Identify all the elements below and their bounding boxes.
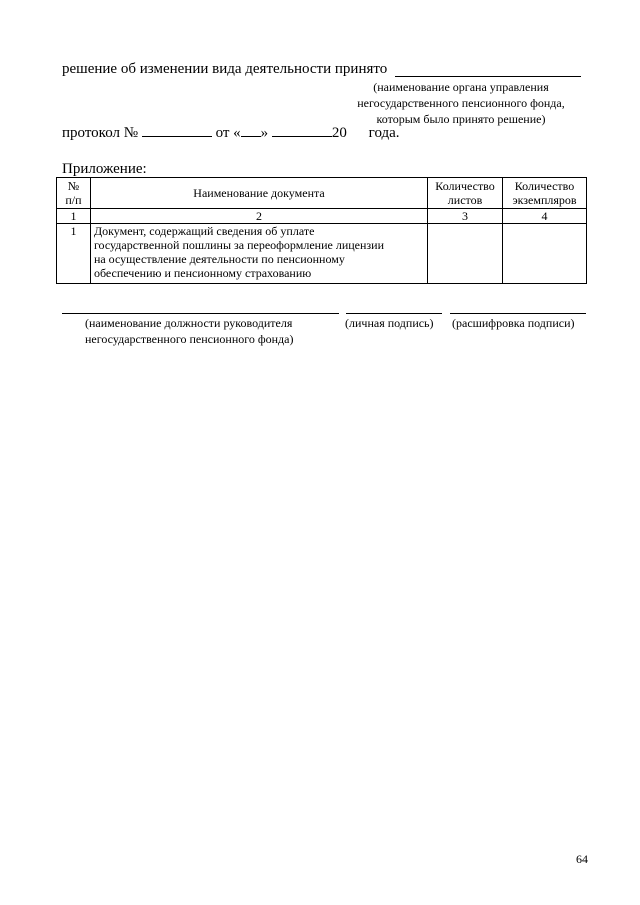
position-caption: (наименование должности руководителя негосударственного пенсионного фонда) bbox=[85, 316, 294, 346]
page-number: 64 bbox=[576, 852, 588, 866]
row-document-name: Документ, содержащий сведения об уплате государственной пошлины за переоформление лицензии на осуществление деятельности по пенсионному обеспечению и пенсионному страхованию bbox=[90, 224, 427, 284]
protocol-from: от « bbox=[215, 125, 241, 141]
protocol-quote-close: » bbox=[260, 125, 269, 141]
col-number: 1 bbox=[57, 209, 91, 224]
protocol-prefix: протокол № bbox=[62, 125, 139, 141]
header-copies: Количество экземпляров bbox=[503, 178, 587, 209]
decoding-caption: (расшифровка подписи) bbox=[452, 316, 575, 330]
appendix-title: Приложение: bbox=[62, 161, 147, 177]
col-number: 4 bbox=[503, 209, 587, 224]
row-num: 1 bbox=[57, 224, 91, 284]
protocol-year-suffix: года. bbox=[368, 125, 400, 141]
col-number: 3 bbox=[428, 209, 503, 224]
table-row bbox=[57, 224, 587, 284]
protocol-line bbox=[62, 124, 400, 142]
decision-caption: (наименование органа управления негосударственного пенсионного фонда, которым было принято решение) bbox=[357, 80, 565, 126]
table-column-numbers-row bbox=[57, 209, 587, 224]
signature-caption: (личная подпись) bbox=[345, 316, 434, 330]
position-line bbox=[62, 313, 339, 314]
row-sheets bbox=[428, 224, 503, 284]
decision-text: решение об изменении вида деятельности принято bbox=[62, 61, 388, 77]
col-number: 2 bbox=[90, 209, 427, 224]
table-header-row bbox=[57, 178, 587, 209]
header-sheets: Количество листов bbox=[428, 178, 503, 209]
appendix-table bbox=[56, 177, 587, 284]
decoding-line bbox=[450, 313, 586, 314]
protocol-day-blank bbox=[241, 124, 261, 137]
protocol-year-prefix: 20 bbox=[331, 125, 347, 141]
header-name: Наименование документа bbox=[90, 178, 427, 209]
row-copies bbox=[503, 224, 587, 284]
protocol-month-blank bbox=[272, 124, 332, 137]
decision-blank bbox=[395, 62, 581, 77]
header-num: № п/п bbox=[57, 178, 91, 209]
protocol-number-blank bbox=[142, 124, 212, 137]
signature-line bbox=[346, 313, 442, 314]
